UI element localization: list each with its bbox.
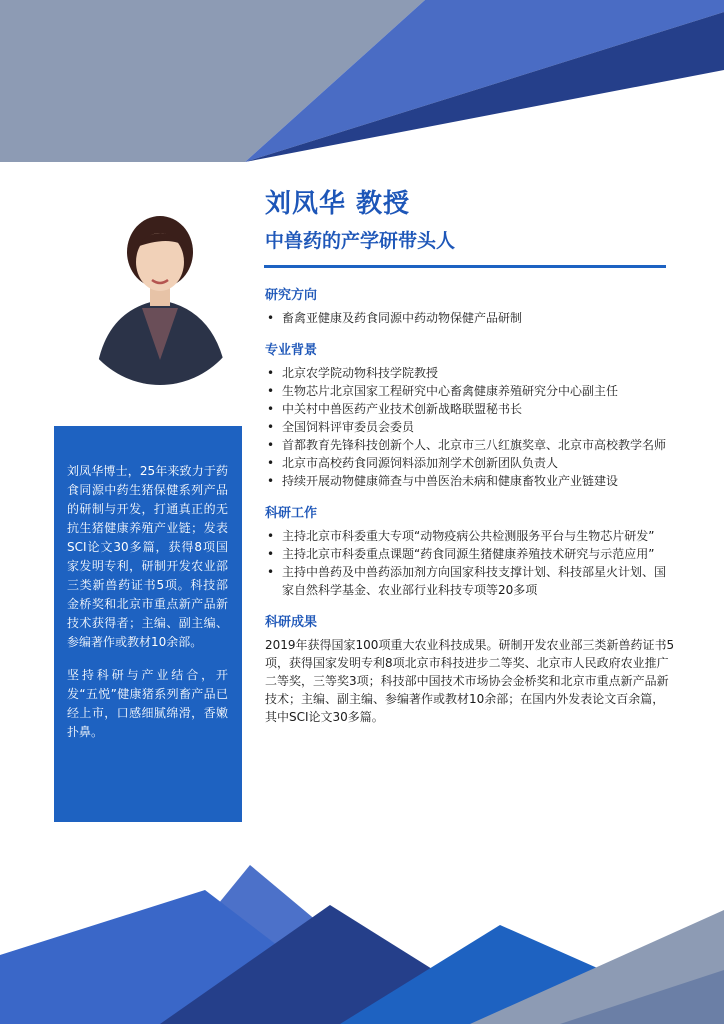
list-item: • 主持北京市科委重点课题“药食同源生猪健康养殖技术研究与示范应用” (265, 545, 675, 563)
list-item: • 首都教育先锋科技创新个人、北京市三八红旗奖章、北京市高校教学名师 (265, 436, 675, 454)
achievements-text: 2019年获得国家100项重大农业科技成果。研制开发农业部三类新兽药证书5项，获得国家发明专利8项北京市科技进步二等奖、北京市人民政府农业推广二等奖，三等奖3项；科技部中国技术市场协会金桥奖和北京市重点新产品新技术；主编、副主编、参编著作或教材10余部；在国内外发表论文百余篇，其中SCI论文30多篇。 (265, 638, 675, 724)
section-title-research-work: 科研工作 (265, 506, 318, 521)
list-item: • 持续开展动物健康筛查与中兽医治未病和健康畜牧业产业链建设 (265, 472, 675, 490)
list-item: • 北京市高校药食同源饲料添加剂学术创新团队负责人 (265, 454, 675, 472)
person-subtitle: 中兽药的产学研带头人 (265, 230, 456, 252)
section-title-achievements: 科研成果 (265, 615, 318, 630)
list-item: • 畜禽亚健康及药食同源中药动物保健产品研制 (265, 309, 675, 327)
list-item: • 北京农学院动物科技学院教授 (265, 364, 675, 382)
section-title-background: 专业背景 (265, 343, 318, 358)
list-item: • 主持中兽药及中兽药添加剂方向国家科技支撑计划、科技部星火计划、国家自然科学基金、农业部行业科技专项等20多项 (265, 563, 675, 599)
list-item: • 全国饲料评审委员会委员 (265, 418, 675, 436)
list-item: • 中关村中兽医药产业技术创新战略联盟秘书长 (265, 400, 675, 418)
person-name-title: 刘凤华 教授 (265, 189, 411, 219)
header-divider (264, 265, 666, 268)
section-title-research-direction: 研究方向 (265, 288, 318, 303)
sidebar-paragraph-2: 坚持科研与产业结合，开发“五悦”健康猪系列畜产品已经上市，口感细腻绵滑，香嫩扑鼻。 (67, 668, 228, 739)
portrait-photo (70, 190, 250, 385)
sidebar-summary-box (54, 426, 242, 822)
research-direction-list (265, 309, 675, 327)
main-content (265, 284, 675, 726)
list-item: • 生物芯片北京国家工程研究中心畜禽健康养殖研究分中心副主任 (265, 382, 675, 400)
list-item: • 主持北京市科委重大专项“动物疫病公共检测服务平台与生物芯片研发” (265, 527, 675, 545)
sidebar-paragraph-1: 刘凤华博士，25年来致力于药食同源中药生猪保健系列产品的研制与开发，打通真正的无抗生猪健康养殖产业链；发表SCI论文30多篇，获得8项国家发明专利，研制开发农业部三类新兽药证书5项。科技部金桥奖和北京市重点新产品新技术获得者；主编、副主编、参编著作或教材10余部。 (67, 464, 228, 649)
person-portrait-icon (70, 190, 250, 385)
research-work-list (265, 527, 675, 599)
background-list (265, 364, 675, 490)
